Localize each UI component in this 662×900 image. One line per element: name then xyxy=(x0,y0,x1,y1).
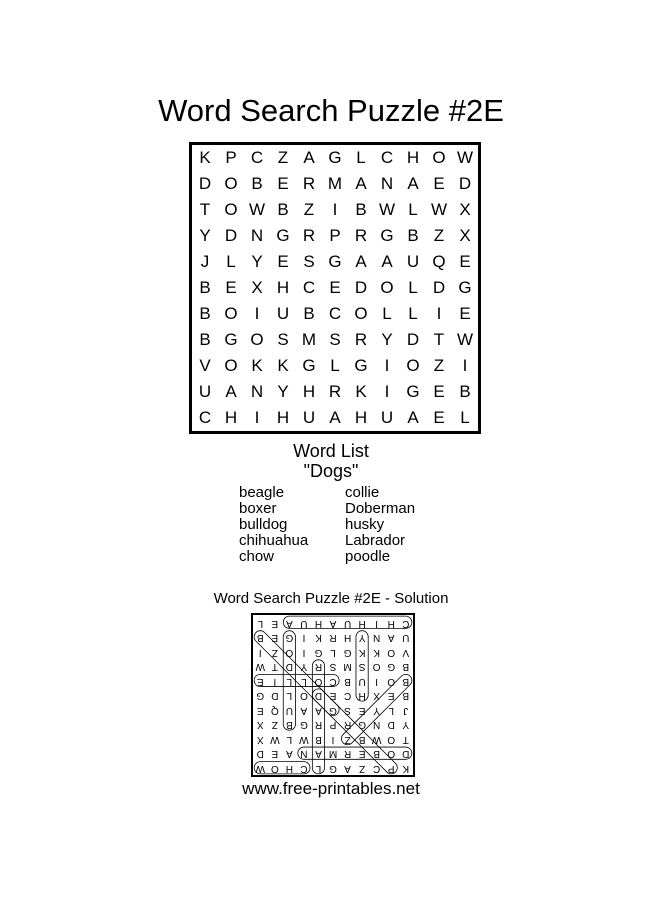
solution-highlight-beagle xyxy=(253,628,342,718)
solution-cell: K xyxy=(402,763,410,774)
grid-cell: A xyxy=(355,174,367,193)
grid-cell: R xyxy=(354,226,368,245)
grid-cell: G xyxy=(328,148,342,167)
page-title: Word Search Puzzle #2E xyxy=(158,93,504,128)
grid-cell: G xyxy=(302,356,316,375)
solution-cell: D xyxy=(285,661,293,673)
grid-cell: E xyxy=(329,278,341,297)
grid-cell: U xyxy=(302,408,316,427)
grid-cell: H xyxy=(406,148,420,167)
solution-cell: T xyxy=(271,661,278,673)
grid-cell: I xyxy=(384,382,390,401)
solution-cell: I xyxy=(375,675,379,687)
word-list-column-right xyxy=(345,485,415,565)
solution-cell: P xyxy=(329,719,337,731)
grid-cell: Y xyxy=(277,382,289,401)
solution-cell: W xyxy=(255,661,266,673)
grid-cell: A xyxy=(303,148,315,167)
word-list-item: husky xyxy=(345,516,385,533)
solution-cell: B xyxy=(358,733,366,745)
solution-cell: U xyxy=(300,617,308,629)
grid-cell: I xyxy=(254,304,260,323)
grid-cell: W xyxy=(430,200,448,219)
grid-cell: K xyxy=(277,356,289,375)
solution-cell: I xyxy=(375,617,379,629)
grid-cell: Z xyxy=(303,200,315,219)
grid-cell: G xyxy=(458,278,472,297)
solution-cell: Z xyxy=(344,733,351,745)
solution-cell: B xyxy=(344,675,351,687)
grid-cell: M xyxy=(301,330,317,349)
grid-cell: R xyxy=(328,382,342,401)
solution-highlight-bulldog xyxy=(283,631,295,730)
grid-cell: A xyxy=(407,174,419,193)
solution-cell: K xyxy=(315,632,322,644)
grid-cell: D xyxy=(458,174,472,193)
word-list-item: Doberman xyxy=(345,500,416,517)
grid-cell: N xyxy=(380,174,394,193)
solution-cell: Y xyxy=(373,704,380,716)
grid-cell: E xyxy=(433,408,445,427)
solution-cell: O xyxy=(387,748,396,760)
grid-cell: C xyxy=(328,304,342,323)
word-list-item: collie xyxy=(345,484,380,501)
solution-grid-rotated xyxy=(253,615,413,775)
grid-cell: J xyxy=(200,252,210,271)
grid-cell: X xyxy=(459,226,471,245)
solution-cell: R xyxy=(343,719,352,731)
solution-cell: E xyxy=(271,748,279,760)
solution-cell: Q xyxy=(270,704,279,716)
word-list-column-left xyxy=(239,485,308,565)
grid-cell: N xyxy=(250,226,264,245)
word-list-item: boxer xyxy=(239,500,277,517)
grid-cell: A xyxy=(381,252,393,271)
solution-cell: I xyxy=(302,646,306,658)
grid-cell: Q xyxy=(432,252,446,271)
solution-cell: O xyxy=(300,690,308,702)
solution-cell: U xyxy=(343,617,352,629)
solution-cell: Y xyxy=(358,632,366,644)
grid-cell: E xyxy=(459,304,471,323)
solution-cell: L xyxy=(330,646,336,658)
grid-cell: W xyxy=(378,200,396,219)
solution-cell: M xyxy=(343,661,352,673)
solution-cell: N xyxy=(300,748,308,760)
grid-cell: A xyxy=(329,408,341,427)
grid-cell: O xyxy=(224,200,238,219)
word-list-title: Word List xyxy=(293,441,369,461)
grid-cell: C xyxy=(250,148,264,167)
solution-cell: B xyxy=(286,719,293,731)
grid-cell: H xyxy=(224,408,238,427)
grid-cell: P xyxy=(225,148,237,167)
solution-cell: Z xyxy=(271,719,278,731)
solution-cell: B xyxy=(402,661,410,673)
solution-cell: W xyxy=(371,733,382,745)
solution-cell: B xyxy=(315,733,322,745)
solution-cell: A xyxy=(387,632,395,644)
solution-cell: L xyxy=(301,675,307,687)
solution-cell: T xyxy=(402,733,409,745)
solution-highlight-labrador xyxy=(312,660,324,774)
solution-cell: D xyxy=(402,748,410,760)
grid-cell: A xyxy=(225,382,237,401)
solution-cell: L xyxy=(315,763,322,774)
grid-cell: G xyxy=(406,382,420,401)
solution-cell: R xyxy=(314,719,323,731)
grid-cell: H xyxy=(276,408,290,427)
grid-cell: Z xyxy=(433,356,445,375)
grid-cell: I xyxy=(332,200,338,219)
grid-cell: C xyxy=(380,148,394,167)
solution-cell: Z xyxy=(271,646,278,658)
solution-cell: C xyxy=(402,617,410,629)
word-list-theme: "Dogs" xyxy=(303,461,359,481)
solution-cell: W xyxy=(270,733,280,745)
grid-cell: W xyxy=(456,148,474,167)
grid-cell: O xyxy=(354,304,368,323)
solution-grid xyxy=(251,613,415,777)
solution-cell: A xyxy=(315,704,322,716)
grid-cell: Z xyxy=(433,226,445,245)
solution-cell: H xyxy=(343,632,352,644)
grid-cell: K xyxy=(355,382,367,401)
grid-cell: Y xyxy=(251,252,263,271)
grid-cell: R xyxy=(354,330,368,349)
grid-cell: O xyxy=(250,330,264,349)
grid-cell: D xyxy=(224,226,238,245)
grid-cell: V xyxy=(199,356,211,375)
solution-cell: E xyxy=(329,690,337,702)
grid-cell: L xyxy=(382,304,392,323)
solution-cell: A xyxy=(286,748,293,760)
solution-cell: O xyxy=(387,733,396,745)
grid-cell: B xyxy=(199,278,211,297)
solution-cell: M xyxy=(328,748,338,760)
solution-cell: S xyxy=(344,704,351,716)
grid-cell: O xyxy=(432,148,446,167)
grid-cell: E xyxy=(459,252,471,271)
solution-cell: H xyxy=(358,690,366,702)
solution-highlight-chow xyxy=(254,762,310,774)
solution-cell: B xyxy=(402,690,410,702)
grid-cell: U xyxy=(276,304,290,323)
grid-cell: W xyxy=(456,330,474,349)
solution-cell: O xyxy=(387,675,396,687)
solution-cell: B xyxy=(373,748,380,760)
grid-cell: M xyxy=(327,174,343,193)
grid-cell: U xyxy=(380,408,394,427)
solution-cell: L xyxy=(388,704,394,716)
solution-cell: G xyxy=(387,661,396,673)
solution-cell: R xyxy=(314,661,323,673)
word-list-item: beagle xyxy=(239,484,285,501)
grid-cell: I xyxy=(254,408,260,427)
grid-cell: B xyxy=(459,382,471,401)
grid-cell: X xyxy=(251,278,263,297)
solution-cell: E xyxy=(387,690,395,702)
grid-cell: G xyxy=(354,356,368,375)
solution-cell: H xyxy=(387,617,395,629)
solution-highlight-poodle xyxy=(310,686,400,775)
grid-cell: L xyxy=(408,200,418,219)
solution-cell: A xyxy=(344,763,351,774)
word-list-item: Labrador xyxy=(345,532,406,549)
grid-cell: E xyxy=(225,278,237,297)
solution-cell: L xyxy=(286,690,293,702)
grid-cell: E xyxy=(433,174,445,193)
solution-cell: U xyxy=(285,704,293,716)
puzzle-grid xyxy=(189,142,481,434)
grid-cell: G xyxy=(328,252,342,271)
solution-cell: H xyxy=(358,617,366,629)
solution-cell: B xyxy=(256,632,264,644)
solution-cell: Y xyxy=(402,719,410,731)
grid-cell: E xyxy=(277,174,289,193)
solution-cell: A xyxy=(315,748,322,760)
solution-cell: X xyxy=(373,690,380,702)
solution-cell: O xyxy=(387,646,396,658)
solution-cell: W xyxy=(299,733,309,745)
grid-cell: Z xyxy=(277,148,289,167)
solution-highlight-boxer xyxy=(339,672,413,747)
grid-cell: O xyxy=(224,174,238,193)
grid-cell: D xyxy=(354,278,368,297)
solution-cell: H xyxy=(314,617,323,629)
solution-highlight-husky xyxy=(356,631,368,701)
solution-cell: G xyxy=(329,763,337,774)
grid-cell: R xyxy=(302,174,316,193)
grid-cell: R xyxy=(302,226,316,245)
grid-cell: L xyxy=(408,278,418,297)
grid-cell: U xyxy=(198,382,212,401)
grid-cell: S xyxy=(303,252,315,271)
grid-cell: O xyxy=(224,356,238,375)
solution-cell: I xyxy=(302,632,306,644)
grid-cell: L xyxy=(330,356,340,375)
grid-cell: T xyxy=(199,200,211,219)
solution-cell: C xyxy=(343,690,352,702)
solution-cell: G xyxy=(314,646,323,658)
solution-cell: G xyxy=(256,690,265,702)
grid-cell: B xyxy=(199,304,211,323)
solution-cell: O xyxy=(372,661,381,673)
solution-cell: O xyxy=(285,646,294,658)
solution-cell: E xyxy=(271,632,279,644)
grid-cell: N xyxy=(250,382,264,401)
solution-cell: O xyxy=(270,763,279,774)
grid-cell: B xyxy=(303,304,315,323)
solution-cell: A xyxy=(300,704,308,716)
solution-cell: S xyxy=(358,661,366,673)
solution-cell: Z xyxy=(359,763,366,774)
solution-cell: G xyxy=(329,704,337,716)
grid-cell: B xyxy=(277,200,289,219)
solution-cell: L xyxy=(286,675,293,687)
solution-cell: X xyxy=(256,719,264,731)
solution-cell: I xyxy=(258,646,262,658)
solution-cell: X xyxy=(256,733,264,745)
grid-cell: C xyxy=(198,408,212,427)
solution-cell: N xyxy=(373,719,381,731)
solution-cell: C xyxy=(300,763,308,774)
solution-cell: E xyxy=(271,617,279,629)
grid-cell: B xyxy=(407,226,419,245)
grid-cell: G xyxy=(276,226,290,245)
solution-highlight-doberman xyxy=(298,747,412,759)
solution-cell: D xyxy=(271,690,279,702)
solution-cell: R xyxy=(343,748,352,760)
solution-cell: K xyxy=(358,646,366,658)
solution-cell: E xyxy=(358,704,366,716)
grid-cell: H xyxy=(354,408,368,427)
solution-highlight-chihuahua xyxy=(283,616,412,628)
solution-cell: R xyxy=(329,632,337,644)
grid-cell: A xyxy=(355,252,367,271)
grid-cell: G xyxy=(380,226,394,245)
grid-cell: T xyxy=(433,330,445,349)
solution-cell: P xyxy=(387,763,395,774)
solution-highlights xyxy=(253,615,413,775)
solution-cell: N xyxy=(373,632,381,644)
solution-cell: D xyxy=(314,690,323,702)
grid-cell: L xyxy=(356,148,366,167)
solution-cell: A xyxy=(286,617,293,629)
solution-cell: G xyxy=(358,719,366,731)
grid-cell: P xyxy=(329,226,341,245)
grid-cell: I xyxy=(462,356,468,375)
grid-cell: D xyxy=(406,330,420,349)
grid-cell: K xyxy=(251,356,263,375)
word-list-item: bulldog xyxy=(239,516,288,533)
solution-highlight-collie xyxy=(254,674,339,686)
grid-cell: X xyxy=(459,200,471,219)
solution-cell: J xyxy=(403,704,409,716)
solution-cell: L xyxy=(257,617,264,629)
grid-cell: G xyxy=(224,330,238,349)
grid-cell: L xyxy=(460,408,470,427)
solution-cell: E xyxy=(358,748,366,760)
solution-cell: S xyxy=(329,661,337,673)
grid-cell: D xyxy=(432,278,446,297)
solution-cell: B xyxy=(402,675,410,687)
solution-cell: O xyxy=(314,675,323,687)
grid-cell: E xyxy=(277,252,289,271)
grid-cell: S xyxy=(277,330,289,349)
solution-cell: D xyxy=(387,719,395,731)
solution-title: Word Search Puzzle #2E - Solution xyxy=(213,590,449,607)
grid-cell: E xyxy=(433,382,445,401)
solution-cell: D xyxy=(256,748,264,760)
solution-cell: L xyxy=(286,733,293,745)
solution-cell: G xyxy=(285,632,294,644)
grid-cell: Y xyxy=(381,330,393,349)
grid-cell: L xyxy=(408,304,418,323)
grid-cell: I xyxy=(384,356,390,375)
grid-cell: B xyxy=(355,200,367,219)
solution-cell: E xyxy=(256,675,264,687)
word-list-item: poodle xyxy=(345,548,391,565)
solution-cell: G xyxy=(343,646,352,658)
grid-cell: D xyxy=(198,174,212,193)
grid-cell: O xyxy=(224,304,238,323)
grid-cell: A xyxy=(407,408,419,427)
solution-cell: A xyxy=(329,617,337,629)
grid-cell: B xyxy=(251,174,263,193)
solution-cell: G xyxy=(300,719,308,731)
solution-cell: H xyxy=(285,763,293,774)
footer-url: www.free-printables.net xyxy=(242,779,420,798)
grid-cell: H xyxy=(302,382,316,401)
grid-cell: Y xyxy=(199,226,211,245)
grid-cell: I xyxy=(436,304,442,323)
grid-cell: C xyxy=(302,278,316,297)
solution-cell: C xyxy=(373,763,381,774)
grid-cell: O xyxy=(406,356,420,375)
grid-cell: B xyxy=(199,330,211,349)
grid-cell: W xyxy=(248,200,266,219)
solution-cell: K xyxy=(373,646,380,658)
solution-cell: U xyxy=(358,675,366,687)
solution-cell: Y xyxy=(300,661,308,673)
word-list-item: chihuahua xyxy=(239,532,309,549)
grid-cell: O xyxy=(380,278,394,297)
grid-cell: H xyxy=(276,278,290,297)
grid-cell: L xyxy=(226,252,236,271)
word-list-item: chow xyxy=(239,548,275,565)
solution-cell: E xyxy=(256,704,264,716)
solution-cell: V xyxy=(402,646,410,658)
grid-cell: S xyxy=(329,330,341,349)
grid-cell: U xyxy=(406,252,420,271)
solution-cell: I xyxy=(331,733,335,745)
grid-cell: K xyxy=(199,148,211,167)
solution-cell: U xyxy=(402,632,410,644)
solution-cell: W xyxy=(255,763,266,774)
solution-cell: C xyxy=(329,675,337,687)
solution-cell: I xyxy=(273,675,277,687)
